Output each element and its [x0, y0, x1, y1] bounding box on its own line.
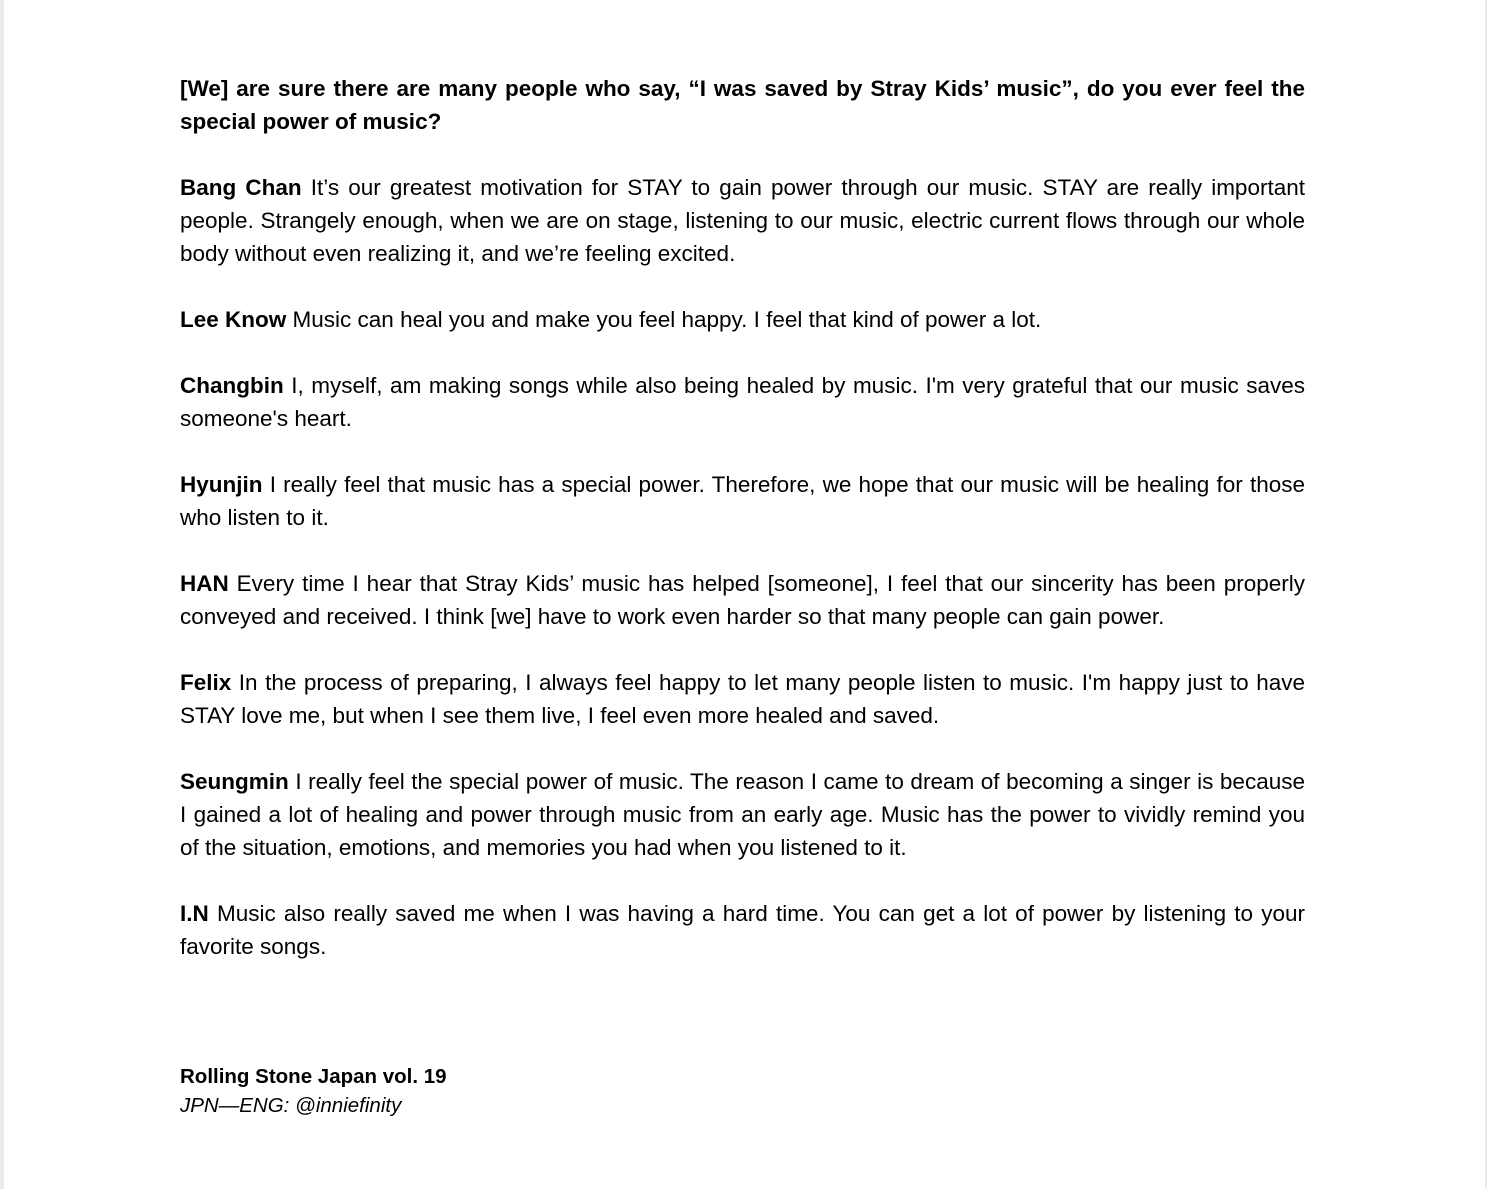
answer-text: Every time I hear that Stray Kids’ music has helped [someone], I feel that our sincerity has been properly conveyed and received. I think [we] have to work even harder so that many people can gain power. — [180, 571, 1305, 629]
answer-changbin — [180, 369, 1305, 435]
answer-felix — [180, 666, 1305, 732]
speaker-name: HAN — [180, 571, 229, 596]
document-page — [4, 0, 1485, 1189]
answer-text: I really feel that music has a special power. Therefore, we hope that our music will be healing for those who listen to it. — [180, 472, 1305, 530]
answer-text: Music can heal you and make you feel happy. I feel that kind of power a lot. — [292, 307, 1042, 332]
interview-question: [We] are sure there are many people who say, “I was saved by Stray Kids’ music”, do you ever feel the special power of music? — [180, 76, 1305, 134]
answer-hyunjin — [180, 468, 1305, 534]
answer-seungmin — [180, 765, 1305, 864]
speaker-name: Bang Chan — [180, 175, 302, 200]
answer-text: I really feel the special power of music. The reason I came to dream of becoming a singer is because I gained a lot of healing and power through music from an early age. Music has the power to vividly remind you of the situation, emotions, and memories you had when you listened to it. — [180, 769, 1305, 860]
answer-bang-chan — [180, 171, 1305, 270]
answer-text: Music also really saved me when I was having a hard time. You can get a lot of power by listening to your favorite songs. — [180, 901, 1305, 959]
speaker-name: Hyunjin — [180, 472, 263, 497]
answer-text: I, myself, am making songs while also being healed by music. I'm very grateful that our music saves someone's heart. — [180, 373, 1305, 431]
answer-lee-know — [180, 303, 1305, 336]
translation-credit: JPN—ENG: @inniefinity — [180, 1094, 402, 1117]
source-block — [180, 1062, 447, 1120]
speaker-name: I.N — [180, 901, 209, 926]
answer-text: It’s our greatest motivation for STAY to gain power through our music. STAY are really important people. Strangely enough, when we are on stage, listening to our music, electric current flows through our whole body without even realizing it, and we’re feeling excited. — [180, 175, 1305, 266]
speaker-name: Felix — [180, 670, 232, 695]
speaker-name: Lee Know — [180, 307, 287, 332]
answer-han — [180, 567, 1305, 633]
source-title: Rolling Stone Japan vol. 19 — [180, 1065, 447, 1088]
interview-content — [180, 72, 1305, 996]
answer-i-n — [180, 897, 1305, 963]
speaker-name: Changbin — [180, 373, 284, 398]
answer-text: In the process of preparing, I always feel happy to let many people listen to music. I'm happy just to have STAY love me, but when I see them live, I feel even more healed and saved. — [180, 670, 1305, 728]
speaker-name: Seungmin — [180, 769, 289, 794]
